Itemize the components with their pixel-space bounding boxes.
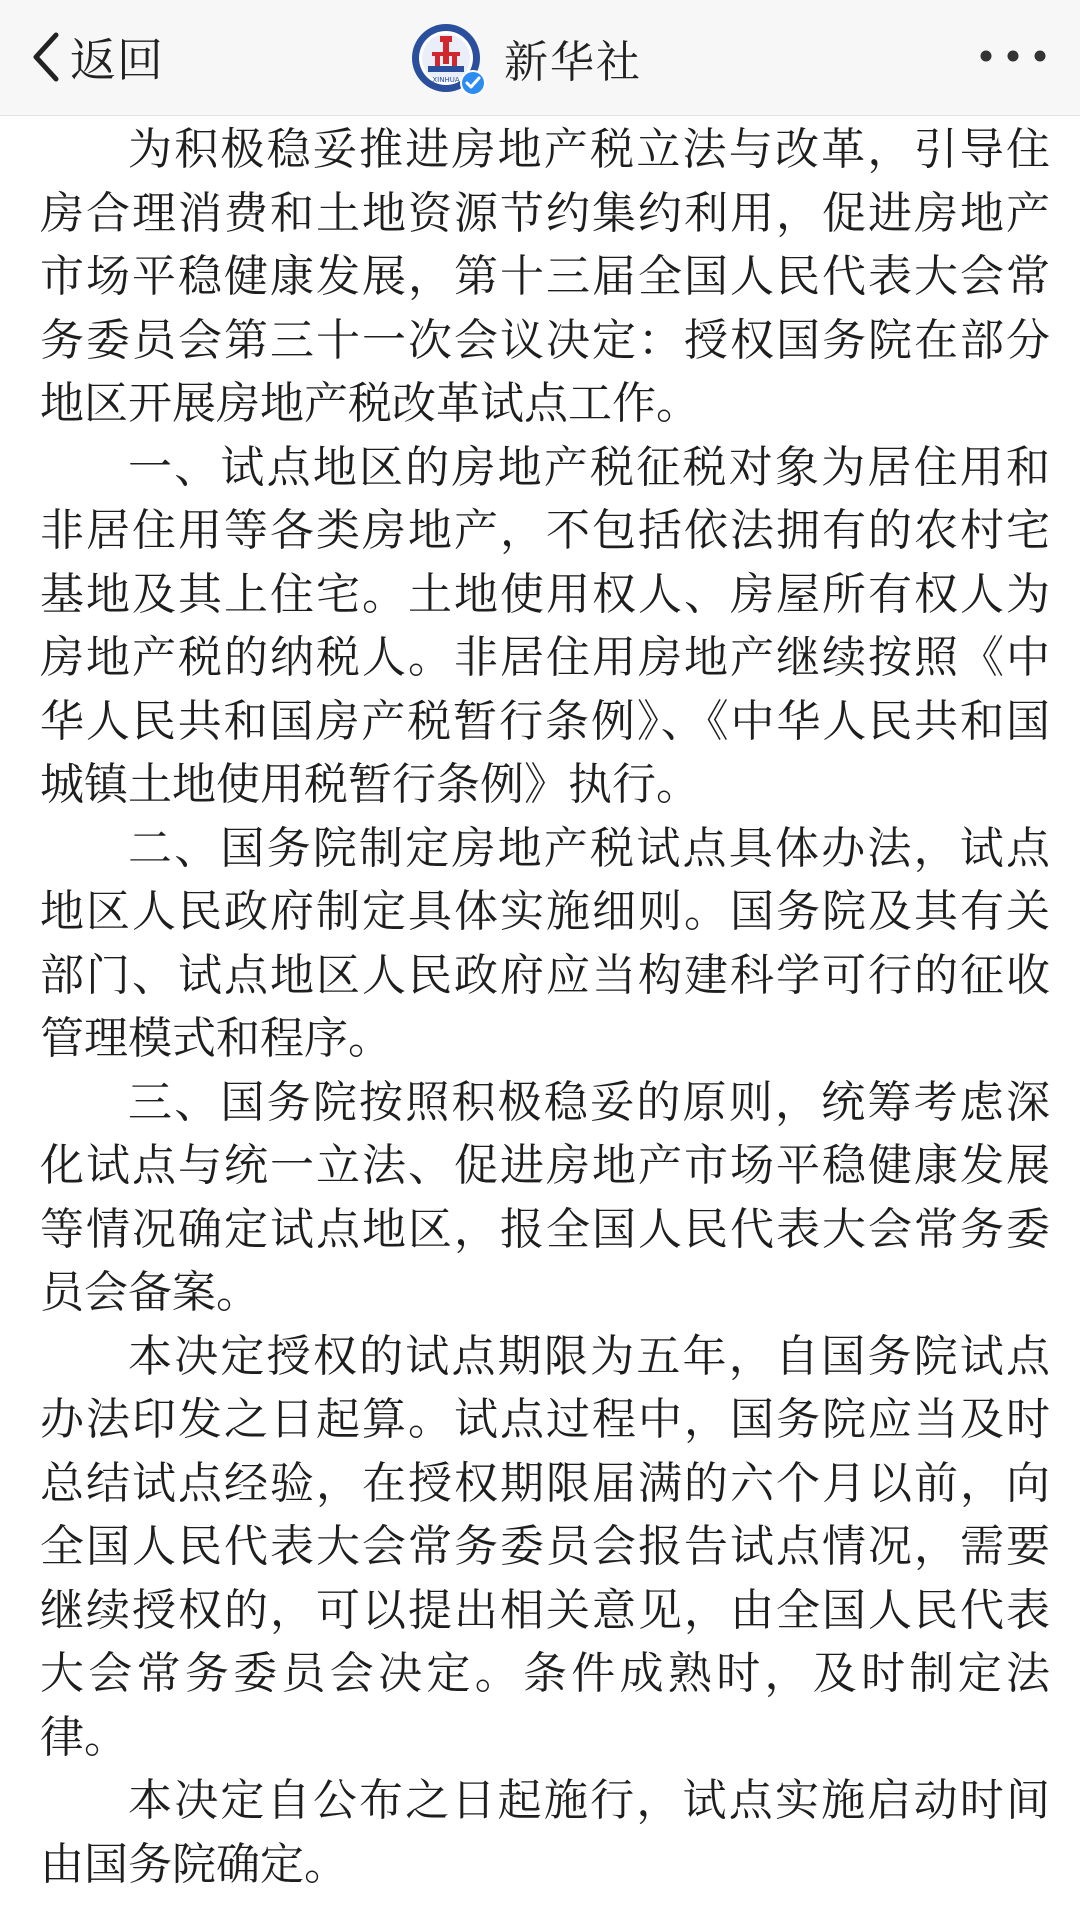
account-name[interactable]: 新华社: [504, 37, 642, 88]
back-label: 返回: [70, 33, 164, 87]
logo-text: XINHUA: [432, 76, 460, 84]
article-paragraph-2: 二、国务院制定房地产税试点具体办法，试点地区人民政府制定具体实施细则。国务院及其有关部门、试点地区人民政府应当构建科学可行的征收管理模式和程序。: [40, 822, 1050, 1064]
article-paragraph-effective: 本决定自公布之日起施行，试点实施启动时间由国务院确定。: [40, 1775, 1050, 1890]
article-paragraph-term: 本决定授权的试点期限为五年，自国务院试点办法印发之日起算。试点过程中，国务院应当及时总结试点经验，在授权期限届满的六个月以前，向全国人民代表大会常务委员会报告试点情况，需要继续授权的，可以提出相关意见，由全国人民代表大会常务委员会决定。条件成熟时，及时制定法律。: [40, 1330, 1050, 1763]
navigation-bar: [0, 0, 1080, 116]
account-header[interactable]: [410, 14, 642, 102]
more-horizontal-icon: [976, 36, 1050, 76]
article-paragraph-intro: 为积极稳妥推进房地产税立法与改革，引导住房合理消费和土地资源节约集约利用，促进房地产市场平稳健康发展，第十三届全国人民代表大会常务委员会第三十一次会议决定：授权国务院在部分地区开展房地产税改革试点工作。: [40, 124, 1050, 429]
article-paragraph-3: 三、国务院按照积极稳妥的原则，统筹考虑深化试点与统一立法、促进房地产市场平稳健康发展等情况确定试点地区，报全国人民代表大会常务委员会备案。: [40, 1076, 1050, 1318]
verified-icon: [460, 70, 486, 96]
article-paragraph-1: 一、试点地区的房地产税征税对象为居住用和非居住用等各类房地产，不包括依法拥有的农村宅基地及其上住宅。土地使用权人、房屋所有权人为房地产税的纳税人。非居住用房地产继续按照《中华人民共和国房产税暂行条例》、《中华人民共和国城镇土地使用税暂行条例》执行。: [40, 441, 1050, 810]
article-body: [40, 118, 1050, 1896]
more-button[interactable]: [976, 36, 1050, 76]
back-button[interactable]: [28, 22, 164, 92]
chevron-left-icon: [28, 29, 64, 85]
avatar[interactable]: [410, 22, 482, 94]
